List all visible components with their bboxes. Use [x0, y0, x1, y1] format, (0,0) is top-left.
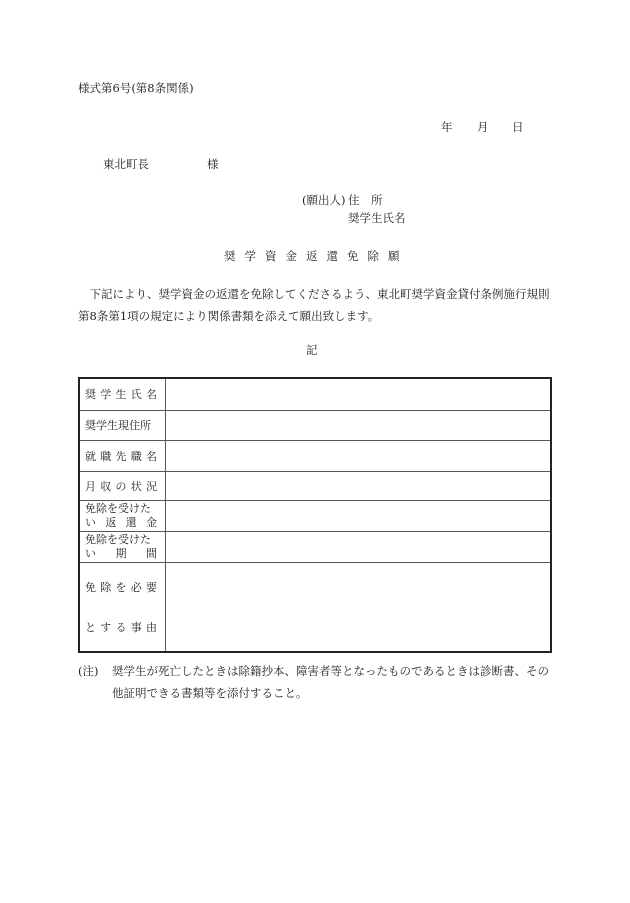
monthly-income-field[interactable]: [166, 471, 552, 500]
label-student-address: 奨学生現住所: [79, 410, 166, 440]
label-employer: 就 職 先 職 名: [79, 440, 166, 471]
note-text: 奨学生が死亡したときは除籍抄本、障害者等となったものであるときは診断書、その他証明できる書類等を添付すること。: [112, 664, 549, 700]
exempt-amount-field[interactable]: [166, 500, 552, 531]
application-table: [78, 377, 552, 653]
table-row: [79, 562, 551, 652]
table-row: [79, 410, 551, 440]
label-exemption-reason: 免 除 を 必 要 と す る 事 由: [79, 562, 166, 652]
form-number: 様式第6号(第8条関係): [78, 81, 194, 95]
ki-heading: 記: [306, 343, 318, 357]
applicant-name-label: 奨学生氏名: [348, 211, 406, 225]
student-address-field[interactable]: [166, 410, 552, 440]
label-student-name: 奨 学 生 氏 名: [79, 378, 166, 410]
applicant-address-label: 住 所: [348, 193, 383, 207]
label-exempt-amount: 免除を受けた い 返 還 金: [79, 500, 166, 531]
applicant-prefix: (願出人): [302, 193, 346, 207]
label-monthly-income: 月 収 の 状 況: [79, 471, 166, 500]
note-prefix: (注): [78, 664, 99, 678]
note: [78, 660, 558, 704]
body-text: 下記により、奨学資金の返還を免除してくださるよう、東北町奨学資金貸付条例施行規則第8条第1項の規定により関係書類を添えて願出致します。: [78, 287, 550, 323]
table-row: [79, 378, 551, 410]
table-row: [79, 500, 551, 531]
table-row: [79, 471, 551, 500]
date-year-label: 年: [441, 120, 453, 134]
student-name-field[interactable]: [166, 378, 552, 410]
addressee-honorific: 様: [207, 157, 219, 171]
date-day-label: 日: [512, 120, 524, 134]
addressee-name: 東北町長: [103, 157, 149, 171]
date-month-label: 月: [477, 120, 489, 134]
table-row: [79, 531, 551, 562]
exemption-reason-field[interactable]: [166, 562, 552, 652]
label-exempt-period: 免除を受けた い 期 間: [79, 531, 166, 562]
document-title: 奨学資金返還免除願: [224, 249, 409, 263]
exempt-period-field[interactable]: [166, 531, 552, 562]
employer-field[interactable]: [166, 440, 552, 471]
table-row: [79, 440, 551, 471]
